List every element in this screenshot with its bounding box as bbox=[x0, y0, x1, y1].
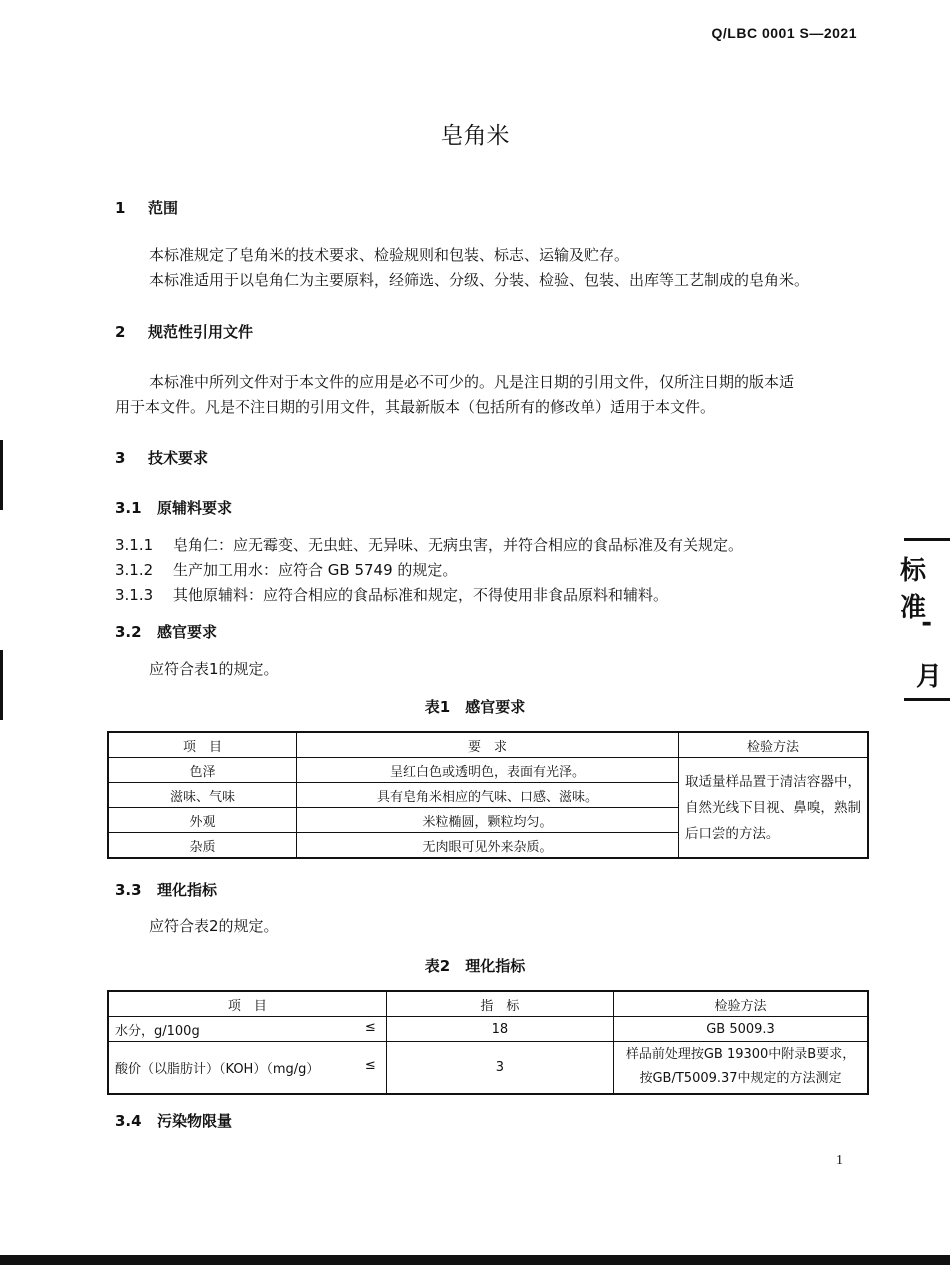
section-3-heading bbox=[115, 447, 208, 468]
stamp-rule-top bbox=[904, 538, 950, 541]
row-requirement: 米粒椭圆，颗粒均匀。 bbox=[297, 808, 679, 833]
scan-edge-mark bbox=[0, 650, 3, 720]
table-2-caption: 表2 理化指标 bbox=[424, 957, 526, 975]
table-header-row bbox=[108, 732, 868, 758]
table-1-caption: 表1 感官要求 bbox=[424, 698, 526, 716]
row-method: GB 5009.3 bbox=[614, 1017, 868, 1042]
item-label: 酸价（以脂肪计）（KOH）（mg/g） bbox=[115, 1061, 320, 1077]
table-row bbox=[108, 1042, 868, 1094]
section-3-1-3 bbox=[115, 583, 668, 608]
section-number: 3.4 bbox=[115, 1112, 142, 1130]
section-title: 理化指标 bbox=[157, 881, 218, 899]
row-method bbox=[614, 1042, 868, 1094]
less-equal-symbol: ≤ bbox=[364, 1019, 376, 1035]
row-requirement: 具有皂角米相应的气味、口感、滋味。 bbox=[297, 783, 679, 808]
s2-paragraph-line-1: 本标准中所列文件对于本文件的应用是必不可少的。凡是注日期的引用文件，仅所注日期的版本适 bbox=[149, 373, 795, 391]
section-3-3-heading bbox=[115, 879, 217, 900]
stamp-rule-bottom bbox=[904, 698, 950, 701]
table-row bbox=[108, 758, 868, 783]
row-requirement: 呈红白色或透明色，表面有光泽。 bbox=[297, 758, 679, 783]
column-header-requirement: 要 求 bbox=[297, 732, 679, 758]
page-title: 皂角米 bbox=[440, 123, 510, 149]
side-stamp bbox=[900, 538, 950, 708]
clause-number: 3.1.2 bbox=[115, 561, 154, 579]
section-title: 规范性引用文件 bbox=[148, 323, 254, 341]
column-header-method: 检验方法 bbox=[614, 991, 868, 1017]
section-3-2-text: 应符合表1的规定。 bbox=[149, 660, 279, 678]
section-number: 3.3 bbox=[115, 881, 142, 899]
section-title: 污染物限量 bbox=[157, 1112, 233, 1130]
section-3-2-heading bbox=[115, 621, 217, 642]
section-3-1-heading bbox=[115, 497, 232, 518]
clause-number: 3.1.3 bbox=[115, 586, 154, 604]
method-line-1: 样品前处理按GB 19300中附录B要求， bbox=[625, 1047, 856, 1063]
scan-edge-mark bbox=[0, 440, 3, 510]
clause-text: 其他原辅料：应符合相应的食品标准和规定，不得使用非食品原料和辅料。 bbox=[173, 586, 669, 604]
s2-paragraph-line-2: 用于本文件。凡是不注日期的引用文件，其最新版本（包括所有的修改单）适用于本文件。 bbox=[115, 398, 716, 416]
page-number: 1 bbox=[836, 1153, 843, 1168]
table-row bbox=[108, 1017, 868, 1042]
row-item: 杂质 bbox=[108, 833, 297, 859]
row-value: 18 bbox=[386, 1017, 613, 1042]
column-header-indicator: 指 标 bbox=[386, 991, 613, 1017]
column-header-method: 检验方法 bbox=[678, 732, 868, 758]
standard-code: Q/LBC 0001 S—2021 bbox=[711, 25, 857, 41]
clause-number: 3.1.1 bbox=[115, 536, 154, 554]
section-title: 范围 bbox=[148, 199, 179, 217]
method-line-2: 按GB/T5009.37中规定的方法测定 bbox=[639, 1071, 842, 1087]
row-item: 外观 bbox=[108, 808, 297, 833]
stamp-text-3: 月 bbox=[915, 662, 942, 692]
section-title: 技术要求 bbox=[148, 449, 209, 467]
section-1-heading bbox=[115, 197, 178, 218]
less-equal-symbol: ≤ bbox=[364, 1057, 376, 1073]
section-3-1-2 bbox=[115, 558, 457, 583]
section-title: 原辅料要求 bbox=[157, 499, 233, 517]
section-number: 2 bbox=[115, 323, 126, 341]
row-item bbox=[108, 1017, 386, 1042]
section-number: 3 bbox=[115, 449, 126, 467]
section-title: 感官要求 bbox=[157, 623, 218, 641]
column-header-item: 项 目 bbox=[108, 991, 386, 1017]
row-item: 滋味、气味 bbox=[108, 783, 297, 808]
section-3-4-heading bbox=[115, 1110, 232, 1131]
stamp-text-2: - bbox=[921, 608, 932, 638]
stamp-text-1: 标准 bbox=[900, 556, 927, 623]
clause-text: 生产加工用水：应符合 GB 5749 的规定。 bbox=[173, 561, 458, 579]
section-number: 3.1 bbox=[115, 499, 142, 517]
clause-text: 皂角仁：应无霉变、无虫蛀、无异味、无病虫害，并符合相应的食品标准及有关规定。 bbox=[173, 536, 744, 554]
row-item bbox=[108, 1042, 386, 1094]
section-number: 3.2 bbox=[115, 623, 142, 641]
item-label: 水分，g/100g bbox=[115, 1023, 200, 1039]
section-number: 1 bbox=[115, 199, 126, 217]
inspection-method: 取适量样品置于清洁容器中，自然光线下目视、鼻嗅，熟制后口尝的方法。 bbox=[678, 758, 868, 859]
section-2-heading bbox=[115, 321, 253, 342]
row-value: 3 bbox=[386, 1042, 613, 1094]
section-3-1-1 bbox=[115, 533, 743, 558]
s1-paragraph-2: 本标准适用于以皂角仁为主要原料，经筛选、分级、分装、检验、包装、出库等工艺制成的皂角米。 bbox=[149, 271, 810, 289]
column-header-item: 项 目 bbox=[108, 732, 297, 758]
physicochemical-indicators-table bbox=[107, 990, 869, 1095]
scan-bottom-edge bbox=[0, 1255, 950, 1265]
s1-paragraph-1: 本标准规定了皂角米的技术要求、检验规则和包装、标志、运输及贮存。 bbox=[149, 246, 630, 264]
table-header-row bbox=[108, 991, 868, 1017]
section-3-3-text: 应符合表2的规定。 bbox=[149, 917, 279, 935]
row-item: 色泽 bbox=[108, 758, 297, 783]
sensory-requirements-table bbox=[107, 731, 869, 859]
row-requirement: 无肉眼可见外来杂质。 bbox=[297, 833, 679, 859]
